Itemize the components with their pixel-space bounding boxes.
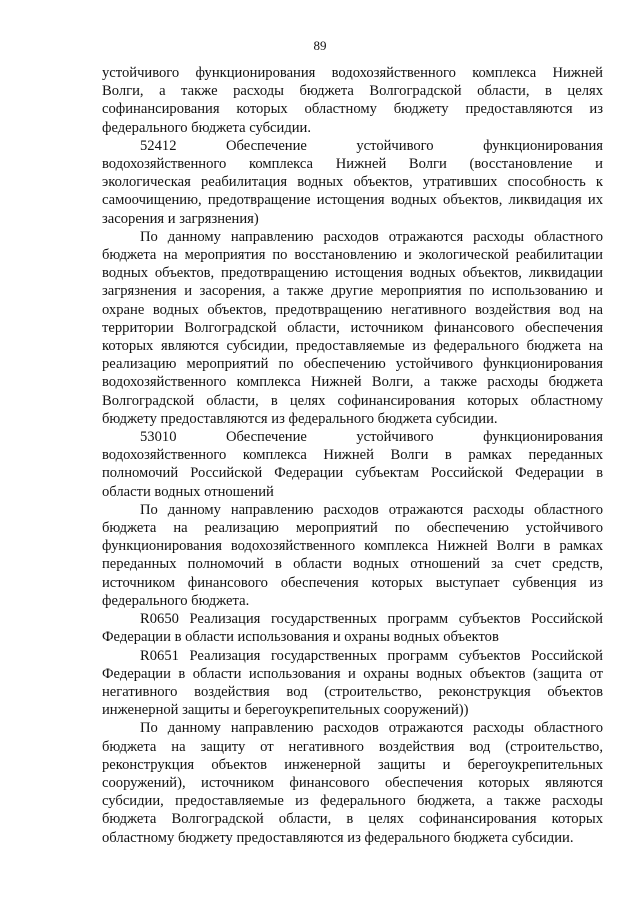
text-line: R0651 Реализация государственных программ субъектов Российской: [140, 647, 603, 664]
text-line: полномочий Российской Федерации субъектам Российской Федерации в: [102, 465, 603, 482]
paragraph: [102, 501, 603, 610]
text-line: экологическая реабилитация водных объектов, утративших способность к: [102, 174, 603, 191]
text-line: водных объектов, предотвращению истощения водных объектов, ликвидации: [102, 265, 603, 282]
text-line: переданных полномочий в области водных отношений за счет средств,: [102, 556, 603, 573]
text-line: федерального бюджета.: [102, 592, 250, 609]
text-line: Федерации в области использования и охраны водных объектов (защита от: [102, 665, 603, 682]
text-line: устойчивого функционирования водохозяйственного комплекса Нижней: [102, 65, 603, 81]
text-line: инженерной защиты и берегоукрепительных сооружений)): [102, 702, 469, 719]
text-line: R0650 Реализация государственных программ субъектов Российской: [140, 611, 603, 628]
text-line: софинансирования которых областному бюджету предоставляются из: [102, 101, 603, 118]
text-line: субсидии, предоставляемые из федерального бюджета, а также расходы: [102, 793, 603, 810]
text-line: бюджету предоставляются из федерального бюджета субсидии.: [102, 410, 498, 427]
paragraph: [102, 610, 603, 646]
text-line: Федерации в области использования и охраны водных объектов: [102, 629, 499, 646]
paragraph: [102, 647, 603, 720]
text-line: территории Волгоградской области, источником финансового обеспечения: [102, 319, 603, 336]
text-line: По данному направлению расходов отражаются расходы областного: [140, 501, 603, 518]
text-line: Волгоградской области, в целях софинансирования которых областному: [102, 392, 603, 409]
text-line: бюджета на мероприятия по восстановлению и экологической реабилитации: [102, 247, 603, 264]
text-line: области водных отношений: [102, 483, 274, 500]
paragraph: [102, 719, 603, 846]
text-line: бюджета на реализацию мероприятий по обеспечению устойчивого: [102, 520, 603, 537]
text-line: По данному направлению расходов отражаются расходы областного: [140, 720, 603, 737]
text-line: которых являются субсидии, предоставляемые из федерального бюджета на: [102, 338, 603, 355]
text-line: сооружений), источником финансового обеспечения которых являются: [102, 774, 603, 791]
page-number: 89: [313, 38, 327, 53]
paragraph: [102, 228, 603, 428]
text-line: реализацию мероприятий по обеспечению устойчивого функционирования: [102, 356, 603, 373]
text-line: водохозяйственного комплекса Нижней Волги (восстановление и: [102, 156, 603, 173]
text-line: федерального бюджета субсидии.: [102, 119, 312, 136]
text-line: функционирования водохозяйственного комплекса Нижней Волги в рамках: [102, 538, 603, 555]
text-line: реконструкция объектов инженерной защиты и берегоукрепительных: [102, 756, 603, 773]
paragraph: [102, 137, 603, 228]
text-line: областному бюджету предоставляются из федерального бюджета субсидии.: [102, 829, 574, 846]
text-line: самоочищению, предотвращение истощения водных объектов, ликвидация их: [102, 192, 603, 209]
text-line: 53010 Обеспечение устойчивого функционирования: [140, 429, 603, 446]
text-line: водохозяйственного комплекса Нижней Волги, а также расходы бюджета: [102, 374, 603, 391]
text-line: 52412 Обеспечение устойчивого функционирования: [140, 137, 603, 154]
text-line: По данному направлению расходов отражаются расходы областного: [140, 228, 603, 245]
text-line: охране водных объектов, предотвращению негативного воздействия вод на: [102, 301, 603, 318]
text-line: бюджета Волгоградской области, в целях софинансирования которых: [102, 811, 603, 828]
text-line: водохозяйственного комплекса Нижней Волги в рамках переданных: [102, 447, 603, 464]
paragraph: [102, 428, 603, 501]
text-line: Волги, а также расходы бюджета Волгоградской области, в целях: [102, 83, 603, 100]
text-line: бюджета на защиту от негативного воздействия вод (строительство,: [102, 738, 603, 755]
text-line: засорения и загрязнения): [102, 210, 259, 227]
text-line: негативного воздействия вод (строительство, реконструкция объектов: [102, 683, 603, 700]
document-body: [102, 64, 603, 847]
paragraph: [102, 64, 603, 137]
text-line: источником финансового обеспечения которых выступает субвенция из: [102, 574, 603, 591]
text-line: загрязнения и засорения, а также другие мероприятия по использованию и: [102, 283, 603, 300]
